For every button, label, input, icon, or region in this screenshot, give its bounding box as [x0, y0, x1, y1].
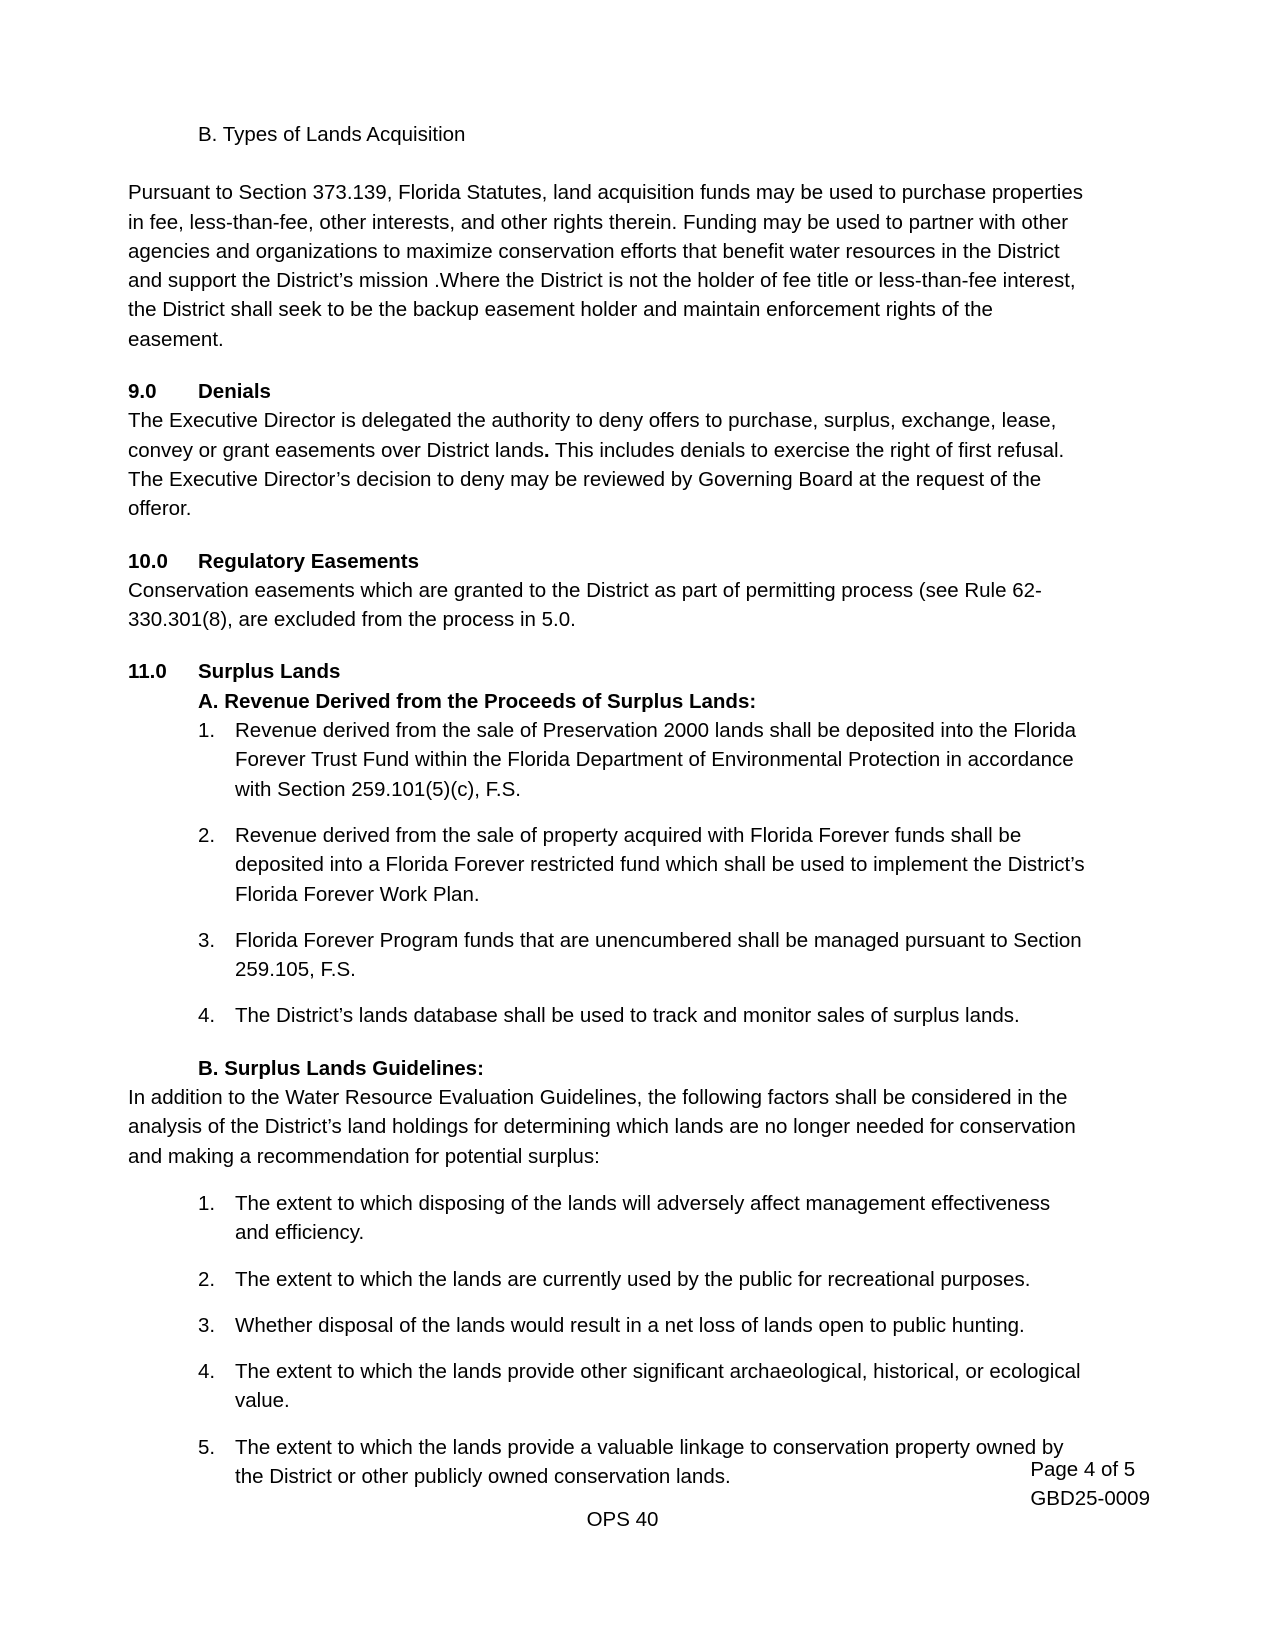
subsection-b-list — [128, 1189, 1088, 1491]
list-item-text: Revenue derived from the sale of Preservation 2000 lands shall be deposited into the Florida Forever Trust Fund within the Florida Department of Environmental Protection in accordance with Section 259.101(5)(c), F.S. — [235, 719, 1077, 801]
list-marker: 2. — [198, 1267, 216, 1291]
document-id: GBD25-0009 — [1030, 1487, 1150, 1511]
spacer — [128, 354, 1088, 377]
page-number: Page 4 of 5 — [1030, 1458, 1136, 1481]
section-10-0-title: Regulatory Easements — [198, 549, 420, 573]
section-11-0-number: 11.0 — [128, 660, 167, 684]
subsection-a-heading: A. Revenue Derived from the Proceeds of Surplus Lands: — [198, 689, 757, 713]
list-marker: 2. — [198, 823, 216, 847]
list-item-text: Florida Forever Program funds that are unencumbered shall be managed pursuant to Section 259.105, F.S. — [235, 928, 1082, 982]
list-marker: 3. — [198, 928, 216, 952]
list-item-text: The District’s lands database shall be used to track and monitor sales of surplus lands. — [235, 1004, 1020, 1028]
section-10-0 — [128, 547, 1088, 576]
section-9-0-body-part2: This includes denials to exercise the right of first refusal. The Executive Director’s decision to deny may be reviewed by Governing Board at the request of the offeror. — [128, 438, 1065, 521]
list-marker: 1. — [198, 1191, 216, 1215]
subsection-b-heading: B. Surplus Lands Guidelines: — [198, 1056, 484, 1080]
list-item-text: The extent to which disposing of the lands will adversely affect management effectiveness and efficiency. — [235, 1191, 1051, 1245]
section-10-0-number: 10.0 — [128, 549, 168, 573]
list-marker: 4. — [198, 1004, 216, 1028]
list-item-text: Whether disposal of the lands would result in a net loss of lands open to public hunting. — [235, 1313, 1025, 1337]
spacer — [128, 634, 1088, 657]
spacer — [128, 1171, 1088, 1189]
spacer — [128, 524, 1088, 547]
section-9-0-title: Denials — [198, 380, 271, 404]
list-marker: 3. — [198, 1313, 216, 1337]
section-9-0 — [128, 377, 1088, 406]
list-item-text: Revenue derived from the sale of property acquired with Florida Forever funds shall be deposited into a Florida Forever restricted fund which shall be used to implement the District’s Florida Forever Work Plan. — [235, 823, 1085, 906]
list-item — [198, 926, 1088, 985]
spacer — [128, 149, 1088, 178]
paragraph-intro: Pursuant to Section 373.139, Florida Statutes, land acquisition funds may be used to purchase properties in fee, less-than-fee, other interests, and other rights therein. Funding may be used to partner with other agencies and organizations to maximize conservation efforts that benefit water resources in the District and support the District’s mission .Where the District is not the holder of fee title or less-than-fee interest, the District shall seek to be the backup easement holder and maintain enforcement rights of the easement. — [128, 181, 1083, 351]
section-9-0-body-part1: The Executive Director is delegated the authority to deny offers to purchase, surplus, exchange, lease, convey or grant easements over District lands — [128, 409, 1057, 462]
list-marker: 1. — [198, 719, 216, 743]
spacer — [128, 1031, 1088, 1054]
list-item — [198, 1433, 1088, 1492]
section-9-0-body — [128, 406, 1088, 523]
section-9-0-number: 9.0 — [128, 380, 157, 404]
list-item — [198, 821, 1088, 909]
section-11-0-title: Surplus Lands — [198, 660, 341, 684]
document-content — [128, 120, 1088, 1491]
section-9-0-bold-period: . — [543, 438, 550, 462]
list-item — [198, 1265, 1088, 1294]
section-11-0 — [128, 657, 1088, 686]
list-item-text: The extent to which the lands provide a valuable linkage to conservation property owned by the District or other publicly owned conservation lands. — [235, 1435, 1064, 1488]
list-marker: 4. — [198, 1360, 216, 1384]
list-item-text: The extent to which the lands provide other significant archaeological, historical, or ecological value. — [235, 1360, 1081, 1413]
form-code: OPS 40 — [586, 1508, 659, 1531]
section-10-0-body: Conservation easements which are granted to the District as part of permitting process (see Rule 62-330.301(8), are excluded from the process in 5.0. — [128, 578, 1042, 632]
list-marker: 5. — [198, 1435, 216, 1459]
list-item — [198, 1311, 1088, 1340]
list-item — [198, 1357, 1088, 1416]
list-item — [198, 1001, 1088, 1030]
list-item-text: The extent to which the lands are currently used by the public for recreational purposes. — [235, 1267, 1031, 1291]
subsection-b-intro: In addition to the Water Resource Evaluation Guidelines, the following factors shall be considered in the analysis of the District’s land holdings for determining which lands are no longer needed for conservation and making a recommendation for potential surplus: — [128, 1086, 1076, 1168]
list-item — [198, 716, 1088, 804]
heading-types-of-lands-acquisition: B. Types of Lands Acquisition — [198, 123, 466, 146]
footer-center-block — [0, 1505, 1275, 1534]
list-item — [198, 1189, 1088, 1248]
subsection-a-list — [128, 716, 1088, 1031]
